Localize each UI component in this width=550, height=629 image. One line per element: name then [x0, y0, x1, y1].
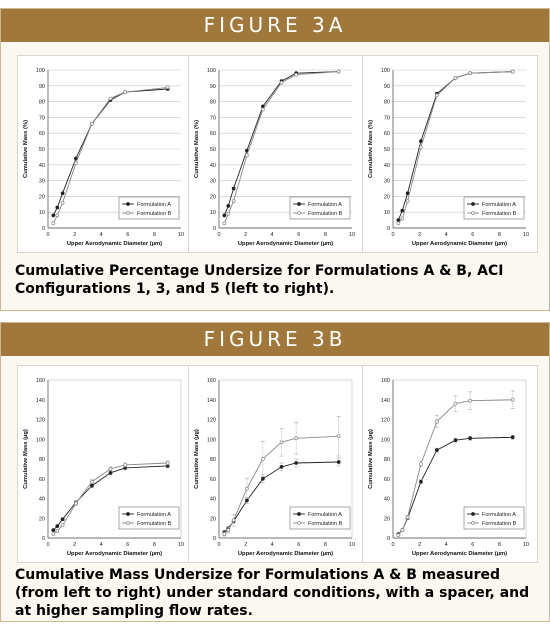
y-tick-label: 80: [209, 457, 216, 463]
chart-3a-1-svg: [18, 56, 192, 252]
data-point: [56, 525, 59, 528]
legend-label: Formulation B: [137, 521, 172, 527]
data-point: [124, 91, 127, 94]
data-point: [245, 487, 248, 490]
data-point: [61, 518, 64, 521]
y-tick-label: 90: [383, 83, 390, 90]
y-axis-label: Cumulative Mass (%): [194, 120, 200, 178]
y-tick-label: 80: [383, 99, 390, 106]
x-tick-label: 10: [177, 232, 185, 238]
data-point: [280, 465, 283, 468]
y-tick-label: 60: [383, 131, 390, 138]
y-tick-label: 0: [41, 536, 45, 542]
y-tick-label: 40: [383, 496, 390, 503]
data-point: [124, 463, 127, 466]
legend-label: Formulation B: [137, 211, 172, 217]
y-tick-label: 160: [35, 378, 45, 384]
x-tick-label: 2: [418, 232, 422, 238]
figure-3a-banner: FIGURE 3A: [1, 9, 549, 42]
legend-swatch-marker: [127, 513, 130, 516]
data-point: [261, 477, 264, 480]
legend-label: Formulation B: [482, 211, 517, 217]
data-point: [401, 217, 404, 220]
legend-label: Formulation A: [482, 512, 516, 518]
x-tick-label: 2: [73, 232, 77, 238]
legend-swatch-marker: [472, 203, 475, 206]
x-tick-label: 6: [297, 232, 301, 238]
legend-swatch-marker: [298, 513, 301, 516]
y-tick-label: 100: [206, 68, 216, 74]
y-tick-label: 90: [38, 83, 45, 90]
legend-swatch-marker: [298, 522, 301, 525]
data-point: [419, 480, 422, 483]
x-axis-label: Upper Aerodynamic Diameter (µm): [411, 551, 508, 557]
y-tick-label: 100: [35, 68, 45, 74]
y-tick-label: 80: [38, 457, 45, 463]
y-tick-label: 40: [209, 496, 216, 503]
figure-3a-caption: Cumulative Percentage Undersize for Formulations A & B, ACI Configurations 1, 3, and 5 (left to right).: [15, 263, 504, 297]
chart-3a-3-svg: [363, 56, 537, 252]
x-tick-label: 8: [497, 232, 501, 238]
x-axis-label: Upper Aerodynamic Diameter (µm): [411, 241, 508, 247]
data-point: [223, 222, 226, 225]
y-tick-label: 40: [38, 162, 45, 169]
y-tick-label: 30: [38, 178, 45, 185]
data-point: [406, 192, 409, 195]
legend-label: Formulation B: [308, 521, 343, 527]
y-tick-label: 20: [209, 194, 216, 201]
figure-3a-panel: [0, 8, 550, 311]
y-axis-label: Cumulative Mass (µg): [23, 429, 29, 489]
y-tick-label: 40: [209, 162, 216, 169]
y-tick-label: 30: [383, 178, 390, 185]
y-tick-label: 40: [38, 496, 45, 503]
y-tick-label: 0: [41, 226, 45, 232]
data-point: [74, 162, 77, 165]
data-point: [469, 399, 472, 402]
data-point: [295, 73, 298, 76]
data-point: [166, 461, 169, 464]
data-point: [109, 97, 112, 100]
x-tick-label: 8: [497, 542, 501, 548]
y-tick-label: 90: [209, 83, 216, 90]
y-axis-label: Cumulative Mass (µg): [194, 429, 200, 489]
legend-label: Formulation B: [482, 521, 517, 527]
data-point: [280, 441, 283, 444]
x-tick-label: 0: [217, 542, 221, 548]
x-tick-label: 8: [152, 232, 156, 238]
data-point: [56, 214, 59, 217]
data-point: [90, 122, 93, 125]
data-point: [337, 435, 340, 438]
x-tick-label: 4: [444, 542, 448, 548]
y-tick-label: 0: [212, 226, 216, 232]
y-tick-label: 120: [380, 417, 390, 424]
y-tick-label: 80: [209, 99, 216, 106]
data-point: [74, 502, 77, 505]
data-point: [232, 519, 235, 522]
data-point: [435, 94, 438, 97]
data-point: [166, 86, 169, 89]
x-tick-label: 10: [177, 542, 185, 548]
x-tick-label: 4: [99, 232, 103, 238]
x-axis-label: Upper Aerodynamic Diameter (µm): [66, 241, 163, 247]
data-point: [61, 201, 64, 204]
y-axis-label: Cumulative Mass (%): [23, 120, 29, 178]
legend-label: Formulation B: [308, 211, 343, 217]
y-tick-label: 140: [380, 397, 390, 404]
figure-3b-panel: [0, 322, 550, 622]
legend-label: Formulation A: [308, 512, 342, 518]
x-tick-label: 4: [444, 232, 448, 238]
y-tick-label: 10: [383, 210, 390, 217]
x-tick-label: 6: [126, 232, 130, 238]
chart-3b-2-svg: [189, 366, 363, 562]
y-axis-label: Cumulative Mass (µg): [368, 429, 374, 489]
data-point: [227, 529, 230, 532]
data-point: [435, 449, 438, 452]
y-tick-label: 160: [380, 378, 390, 384]
x-tick-label: 8: [323, 232, 327, 238]
data-point: [419, 462, 422, 465]
data-point: [511, 398, 514, 401]
legend-label: Formulation A: [482, 202, 516, 208]
y-tick-label: 60: [38, 131, 45, 138]
data-point: [223, 214, 226, 217]
y-tick-label: 30: [209, 178, 216, 185]
y-tick-label: 50: [38, 147, 45, 153]
y-tick-label: 50: [383, 147, 390, 153]
y-tick-label: 120: [206, 417, 216, 424]
data-point: [52, 533, 55, 536]
x-tick-label: 0: [46, 232, 50, 238]
x-axis-label: Upper Aerodynamic Diameter (µm): [237, 241, 334, 247]
y-tick-label: 100: [206, 437, 216, 444]
x-tick-label: 2: [418, 542, 422, 548]
chart-3b-2: [188, 365, 364, 563]
y-tick-label: 120: [35, 417, 45, 424]
data-point: [454, 439, 457, 442]
data-point: [56, 206, 59, 209]
y-tick-label: 0: [386, 226, 390, 232]
legend-label: Formulation A: [308, 202, 342, 208]
y-tick-label: 140: [35, 397, 45, 404]
y-tick-label: 60: [38, 476, 45, 483]
data-point: [406, 516, 409, 519]
x-tick-label: 2: [73, 542, 77, 548]
data-point: [511, 436, 514, 439]
y-tick-label: 60: [209, 476, 216, 483]
y-tick-label: 10: [209, 210, 216, 217]
legend-swatch-marker: [472, 522, 475, 525]
data-point: [232, 187, 235, 190]
data-point: [61, 192, 64, 195]
data-point: [227, 204, 230, 207]
x-tick-label: 4: [99, 542, 103, 548]
data-point: [56, 530, 59, 533]
legend-swatch-marker: [472, 513, 475, 516]
data-point: [52, 222, 55, 225]
x-tick-label: 6: [126, 542, 130, 548]
y-axis-label: Cumulative Mass (%): [368, 120, 374, 178]
data-point: [223, 533, 226, 536]
legend-swatch-marker: [298, 212, 301, 215]
x-tick-label: 4: [270, 232, 274, 238]
data-point: [511, 70, 514, 73]
data-point: [109, 467, 112, 470]
data-point: [401, 529, 404, 532]
data-point: [406, 200, 409, 203]
legend-swatch-marker: [472, 212, 475, 215]
data-point: [435, 420, 438, 423]
chart-3a-2-svg: [189, 56, 363, 252]
x-axis-label: Upper Aerodynamic Diameter (µm): [237, 551, 334, 557]
data-point: [90, 484, 93, 487]
y-tick-label: 60: [383, 476, 390, 483]
x-tick-label: 10: [522, 542, 530, 548]
x-tick-label: 10: [522, 232, 530, 238]
x-tick-label: 6: [471, 232, 475, 238]
chart-3a-2: [188, 55, 364, 253]
y-tick-label: 70: [38, 115, 45, 122]
y-tick-label: 0: [386, 536, 390, 542]
data-point: [52, 214, 55, 217]
chart-3a-1: [17, 55, 193, 253]
figure-3b-caption: Cumulative Mass Undersize for Formulations A & B measured (from left to right) under standard conditions, with a spacer, and at higher sampling flow rates.: [15, 567, 530, 619]
data-point: [469, 437, 472, 440]
x-tick-label: 0: [217, 232, 221, 238]
legend-label: Formulation A: [137, 512, 171, 518]
chart-3a-3: [362, 55, 538, 253]
y-tick-label: 60: [209, 131, 216, 138]
data-point: [469, 72, 472, 75]
x-tick-label: 10: [348, 542, 356, 548]
y-tick-label: 20: [209, 516, 216, 523]
data-point: [397, 222, 400, 225]
x-axis-label: Upper Aerodynamic Diameter (µm): [66, 551, 163, 557]
chart-3b-1: [17, 365, 193, 563]
data-point: [261, 458, 264, 461]
y-tick-label: 140: [206, 397, 216, 404]
chart-3b-3-svg: [363, 366, 537, 562]
data-point: [419, 140, 422, 143]
data-point: [397, 534, 400, 537]
y-tick-label: 100: [380, 437, 390, 444]
data-point: [337, 70, 340, 73]
data-point: [454, 76, 457, 79]
legend-swatch-marker: [127, 522, 130, 525]
y-tick-label: 100: [380, 68, 390, 74]
y-tick-label: 40: [383, 162, 390, 169]
figure-3b-banner: FIGURE 3B: [1, 323, 549, 356]
data-point: [337, 460, 340, 463]
data-point: [90, 480, 93, 483]
x-tick-label: 0: [391, 232, 395, 238]
legend-swatch-marker: [127, 212, 130, 215]
y-tick-label: 70: [383, 115, 390, 122]
x-tick-label: 8: [323, 542, 327, 548]
data-point: [227, 212, 230, 215]
y-tick-label: 70: [209, 115, 216, 122]
y-tick-label: 20: [383, 516, 390, 523]
y-tick-label: 10: [38, 210, 45, 217]
y-tick-label: 100: [35, 437, 45, 444]
data-point: [454, 402, 457, 405]
data-point: [61, 524, 64, 527]
x-tick-label: 4: [270, 542, 274, 548]
y-tick-label: 160: [206, 378, 216, 384]
x-tick-label: 2: [244, 232, 248, 238]
data-point: [397, 219, 400, 222]
y-tick-label: 0: [212, 536, 216, 542]
y-tick-label: 80: [383, 457, 390, 463]
x-tick-label: 0: [391, 542, 395, 548]
legend-swatch-marker: [127, 203, 130, 206]
y-tick-label: 50: [209, 147, 216, 153]
data-point: [401, 209, 404, 212]
x-tick-label: 2: [244, 542, 248, 548]
data-point: [245, 499, 248, 502]
data-point: [52, 529, 55, 532]
x-tick-label: 6: [471, 542, 475, 548]
series-line: [224, 72, 338, 216]
x-tick-label: 0: [46, 542, 50, 548]
data-point: [109, 471, 112, 474]
chart-3b-3: [362, 365, 538, 563]
data-point: [261, 108, 264, 111]
y-tick-label: 20: [38, 516, 45, 523]
x-tick-label: 6: [297, 542, 301, 548]
legend-swatch-marker: [298, 203, 301, 206]
x-tick-label: 10: [348, 232, 356, 238]
data-point: [280, 81, 283, 84]
data-point: [245, 154, 248, 157]
chart-3b-1-svg: [18, 366, 192, 562]
y-tick-label: 20: [38, 194, 45, 201]
data-point: [419, 146, 422, 149]
y-tick-label: 80: [38, 99, 45, 106]
data-point: [232, 200, 235, 203]
legend-label: Formulation A: [137, 202, 171, 208]
data-point: [295, 437, 298, 440]
y-tick-label: 20: [383, 194, 390, 201]
x-tick-label: 8: [152, 542, 156, 548]
data-point: [295, 461, 298, 464]
